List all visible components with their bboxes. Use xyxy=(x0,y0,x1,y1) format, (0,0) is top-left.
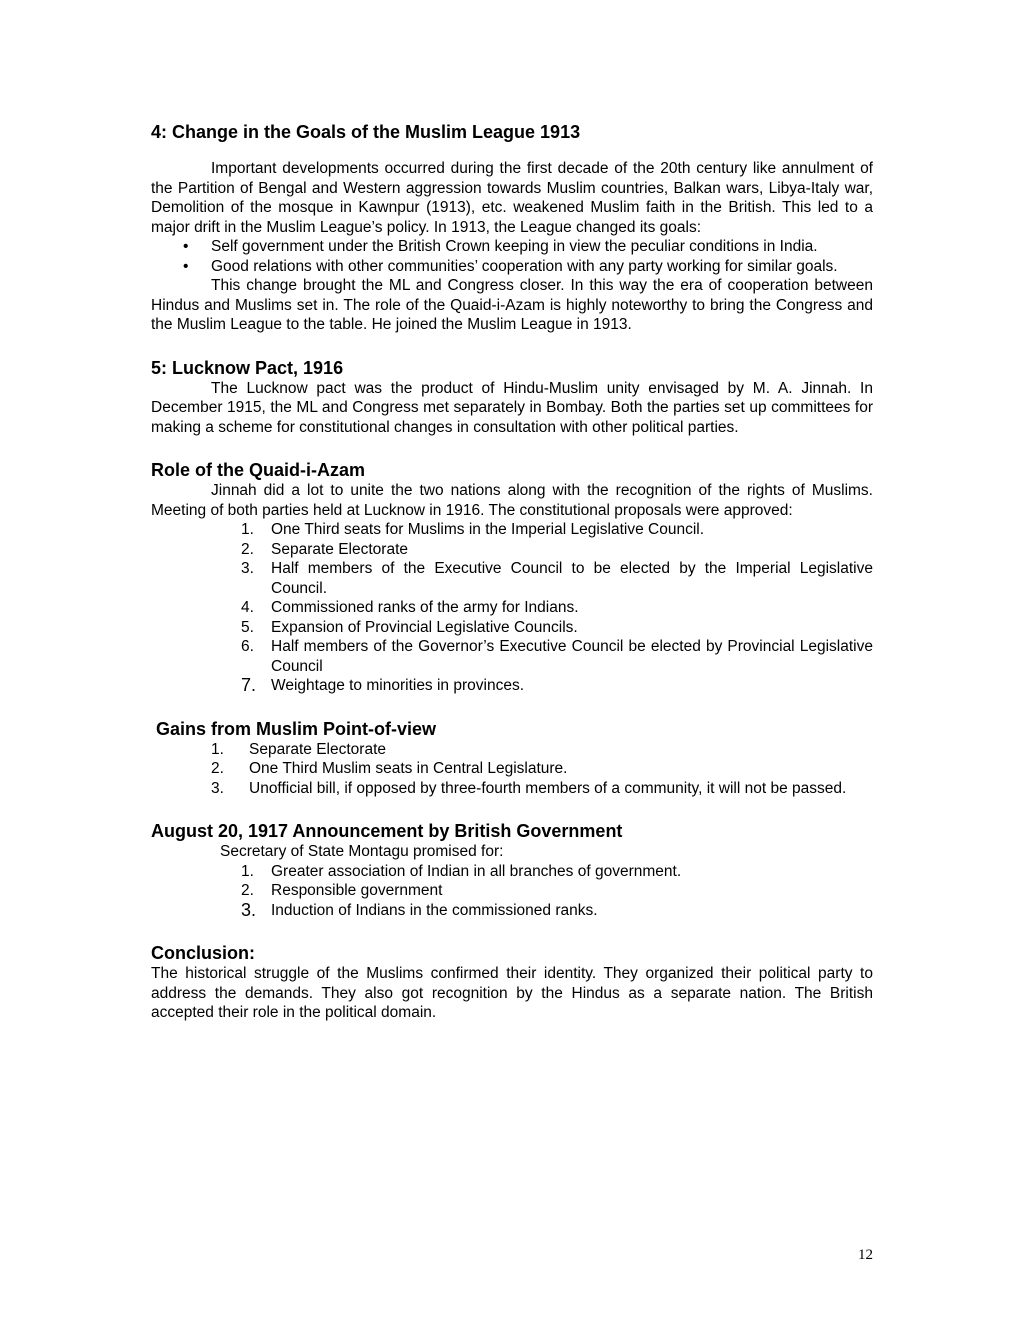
section-4-paragraph-2: This change brought the ML and Congress closer. In this way the era of cooperation between Hindus and Muslims set in. The role of the Quaid-i-Azam is highly noteworthy to bring the Congress and the Muslim League to the table. He joined the Muslim League in 1913. xyxy=(151,277,873,333)
list-item: 1. Separate Electorate xyxy=(211,740,387,758)
list-item: 1. One Third seats for Muslims in the Imperial Legislative Council. xyxy=(241,521,705,538)
august-heading: August 20, 1917 Announcement by British Government xyxy=(151,821,623,841)
august-intro: Secretary of State Montagu promised for: xyxy=(220,843,504,860)
conclusion-heading: Conclusion: xyxy=(151,943,255,963)
list-item: 4. Commissioned ranks of the army for Indians. xyxy=(241,599,579,616)
section-5-paragraph: The Lucknow pact was the product of Hindu-Muslim unity envisaged by M. A. Jinnah. In December 1915, the ML and Congress met separately in Bombay. Both the parties set up committees for making a scheme for constitutional changes in consultation with other political parties. xyxy=(151,379,873,436)
gains-heading: Gains from Muslim Point-of-view xyxy=(156,718,437,739)
list-item: 3. Half members of the Executive Council to be elected by the Imperial Legislative Council. xyxy=(241,560,873,597)
quaid-heading: Role of the Quaid-i-Azam xyxy=(151,460,366,480)
page-number: 12 xyxy=(858,1247,873,1263)
list-item: 3. Unofficial bill, if opposed by three-fourth members of a community, it will not be passed. xyxy=(211,779,847,797)
section-4-paragraph-1: Important developments occurred during the first decade of the 20th century like annulment of the Partition of Bengal and Western aggression towards Muslim countries, Balkan wars, Libya-Italy war, Demolition of the mosque in Kawnpur (1913), etc. weakened Muslim faith in the British. This led to a major drift in the Muslim League’s policy. In 1913, the League changed its goals: xyxy=(151,160,873,236)
list-item: • Self government under the British Crown keeping in view the peculiar conditions in India. xyxy=(151,237,873,257)
list-item: 1. Greater association of Indian in all branches of government. xyxy=(241,862,682,880)
document-page xyxy=(151,121,873,1023)
august-list xyxy=(151,862,873,921)
list-item: 2. Separate Electorate xyxy=(241,540,409,558)
section-4-heading: 4: Change in the Goals of the Muslim League 1913 xyxy=(151,122,581,142)
quaid-paragraph: Jinnah did a lot to unite the two nations along with the recognition of the rights of Muslims. Meeting of both parties held at Lucknow in 1916. The constitutional proposals were approved: xyxy=(151,482,873,519)
gains-list xyxy=(151,740,873,799)
list-item: 2. One Third Muslim seats in Central Legislature. xyxy=(211,760,568,777)
list-item: 6. Half members of the Governor’s Executive Council be elected by Provincial Legislative Council xyxy=(241,638,873,675)
list-item: 3. Induction of Indians in the commissioned ranks. xyxy=(241,899,598,920)
conclusion-paragraph: The historical struggle of the Muslims confirmed their identity. They organized their political party to address the demands. They also got recognition by the Hindus as a separate nation. The British accepted their role in the political domain. xyxy=(151,965,873,1021)
list-item: 5. Expansion of Provincial Legislative Councils. xyxy=(241,618,578,636)
list-item: 7. Weightage to minorities in provinces. xyxy=(241,675,525,695)
section-4-goals-list xyxy=(151,237,873,276)
list-item: • Good relations with other communities’ cooperation with any party working for similar goals. xyxy=(151,257,873,277)
proposals-list xyxy=(151,520,873,696)
section-5-heading: 5: Lucknow Pact, 1916 xyxy=(151,357,344,378)
list-item: 2. Responsible government xyxy=(241,882,443,899)
